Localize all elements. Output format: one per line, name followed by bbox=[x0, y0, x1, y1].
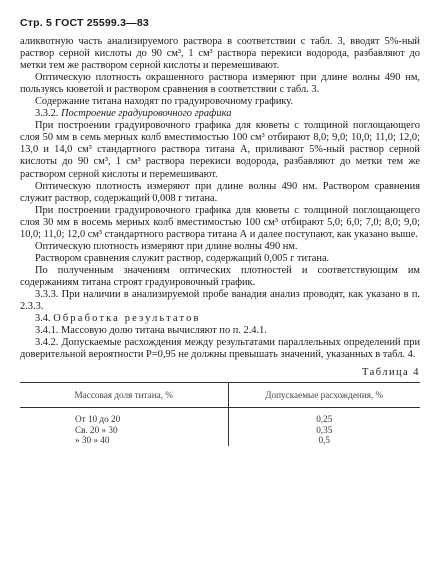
table-row bbox=[20, 425, 420, 436]
page-header: Стр. 5 ГОСТ 25599.3—83 bbox=[20, 17, 149, 29]
table-header-mass-fraction: Массовая доля титана, % bbox=[20, 383, 228, 408]
table-row bbox=[20, 408, 420, 425]
table-header-row bbox=[20, 383, 420, 408]
paragraph-measure-490: Оптическую плотность измеряют при длине волны 490 нм. Раствором сравнения служит раствор, содержащий 0,008 г титана. bbox=[20, 180, 420, 204]
table-cell-range: Св. 20 » 30 bbox=[20, 425, 228, 436]
section-title: Построение градуировочного графика bbox=[61, 108, 232, 120]
paragraph-continuation: аликвотную часть анализируемого раствора в соответствии с табл. 3, вводят 5%-ный раствор серной кислоты до 90 см³, 1 см³ раствора перекиси водорода, разбавляют до метки тем же раствором серной кислоты и перемешивают. bbox=[20, 36, 420, 72]
paragraph-titanium-content: Содержание титана находят по градуировочному графику. bbox=[35, 96, 294, 108]
table-cell-value: 0,35 bbox=[316, 424, 333, 435]
table-header-tolerance: Допускаемые расхождения, % bbox=[228, 383, 420, 408]
tolerance-table bbox=[20, 382, 420, 446]
section-number: 3.4. bbox=[35, 313, 51, 325]
table-caption: Таблица 4 bbox=[362, 367, 420, 379]
section-title: Обработка результатов bbox=[53, 313, 201, 325]
paragraph-mass-fraction: 3.4.1. Массовую долю титана вычисляют по п. 2.4.1. bbox=[35, 325, 267, 337]
paragraph-measure-490-b: Оптическую плотность измеряют при длине волны 490 нм. bbox=[35, 240, 298, 252]
paragraph-calibration-30mm: При построении градуировочного графика для кюветы с толщиной поглощающего слоя 30 мм в восемь мерных колб вместимостью 100 см³ отбирают 5,0; 6,0; 7,0; 8,0; 9,0; 10,0; 11,0; 12,0 см³ стандартного раствора титана А и далее поступают, как указано выше. bbox=[20, 204, 420, 240]
paragraph-reference-solution: Раствором сравнения служит раствор, содержащий 0,005 г титана. bbox=[35, 252, 330, 264]
table-row bbox=[20, 435, 420, 446]
table-cell-range: От 10 до 20 bbox=[20, 408, 228, 425]
section-number: 3.3.2. bbox=[35, 108, 59, 120]
table-cell-value: 0,25 bbox=[316, 414, 333, 425]
section-heading-calibration bbox=[20, 108, 420, 120]
section-heading-results bbox=[20, 313, 420, 325]
paragraph-calibration-50mm: При построении градуировочного графика для кюветы с толщиной поглощающего слоя 50 мм в семь мерных колб вместимостью 100 см³ отбирают 8,0; 9,0; 10,0; 11,0; 12,0; 13,0 и 14,0 см³ стандартного раствора титана А, приливают 5%-ный раствор серной кислоты до 90 см³, 1 см³ раствора перекиси водорода, разбавляют до метки тем же раствором серной кислоты и перемешивают. bbox=[20, 120, 420, 180]
paragraph-build-graph: По полученным значениям оптических плотностей и соответствующим им содержаниям титана строят градуировочный график. bbox=[20, 264, 420, 288]
paragraph-vanadium: 3.3.3. При наличии в анализируемой пробе ванадия анализ проводят, как указано в п. 2.3.3. bbox=[20, 288, 420, 313]
paragraph-optical-density: Оптическую плотность окрашенного раствора измеряют при длине волны 490 нм, пользуясь кюветой и раствором сравнения в соответствии с табл. 3. bbox=[20, 72, 420, 96]
table-cell-range: » 30 » 40 bbox=[20, 435, 228, 446]
document-body bbox=[20, 36, 420, 446]
table-cell-value: 0,5 bbox=[318, 435, 330, 446]
paragraph-tolerances: 3.4.2. Допускаемые расхождения между результатами параллельных определений при доверительной вероятности Р=0,95 не должны превышать значений, указанных в табл. 4. bbox=[20, 337, 420, 361]
